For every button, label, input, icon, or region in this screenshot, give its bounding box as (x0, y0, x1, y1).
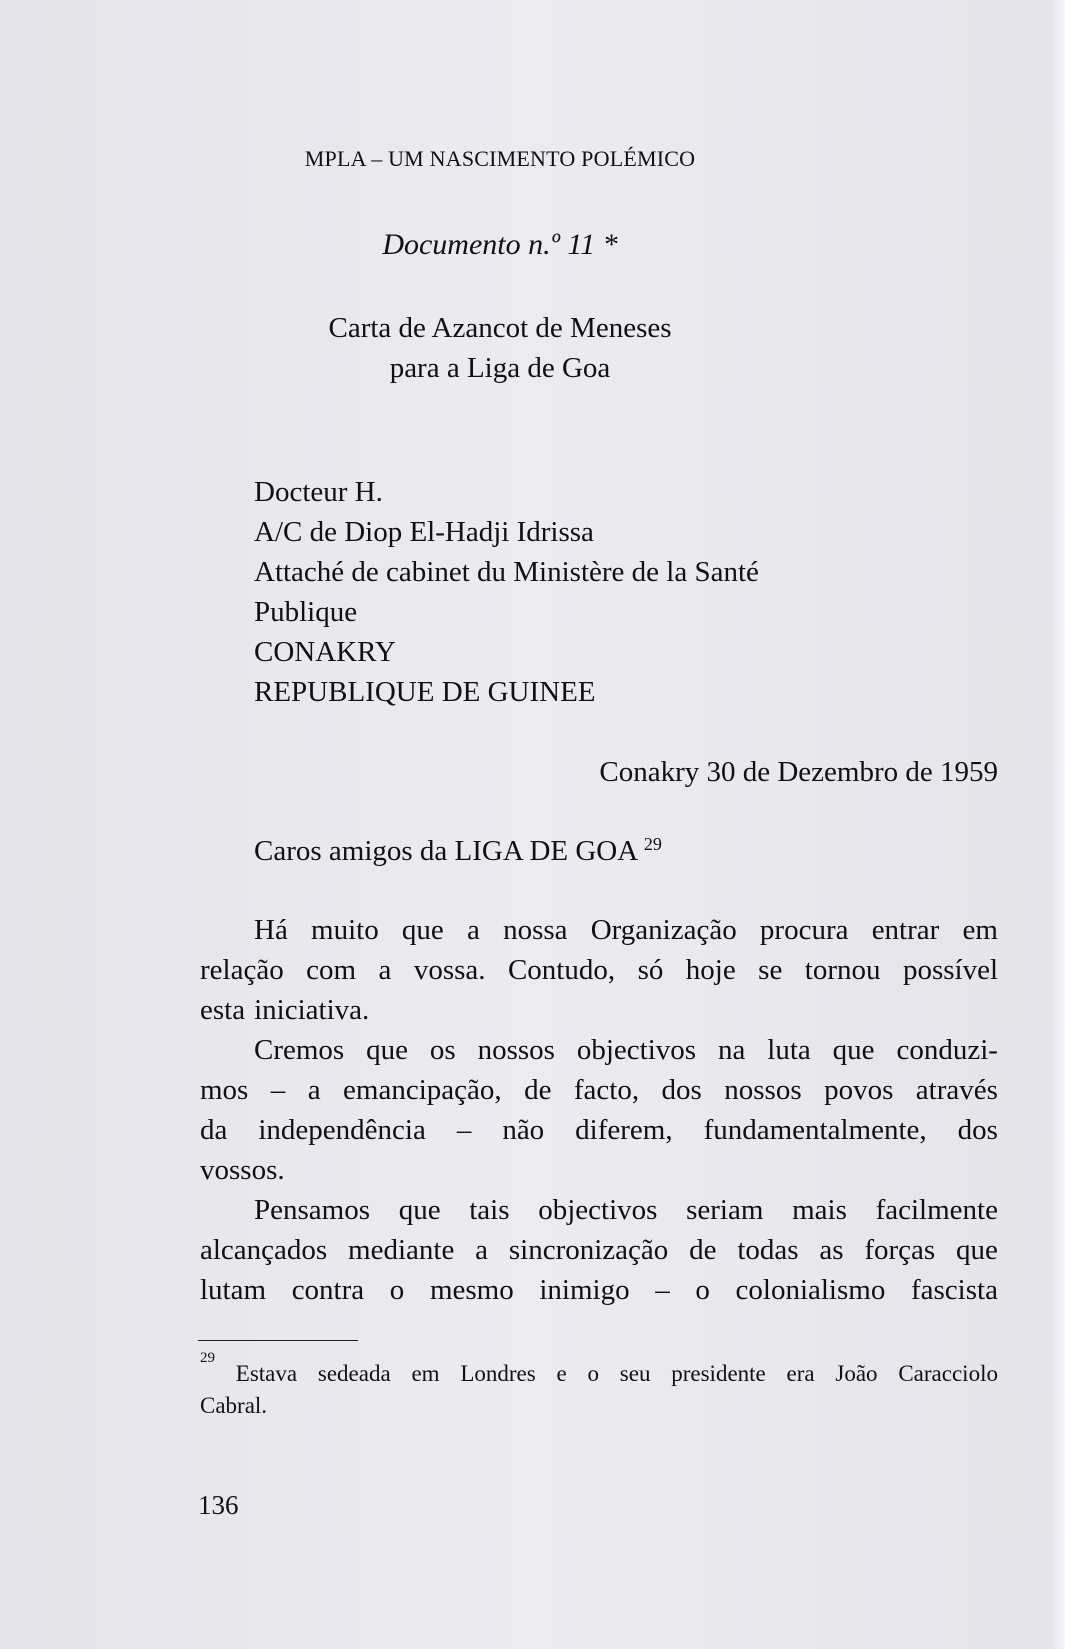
word: se (758, 954, 783, 986)
word: os (429, 1034, 456, 1066)
word: hoje (685, 954, 736, 986)
word: João (835, 1361, 878, 1386)
word: todas (737, 1234, 799, 1266)
word: objectivos (576, 1034, 697, 1066)
word: que (956, 1234, 998, 1266)
word: na (717, 1034, 746, 1066)
salutation (254, 831, 662, 871)
date-line: Conakry 30 de Dezembro de 1959 (599, 756, 998, 788)
letter-subtitle (0, 308, 1000, 388)
recipient-address (254, 472, 759, 712)
word: através (915, 1074, 998, 1106)
word: seu (619, 1361, 651, 1386)
word: inimigo (539, 1274, 630, 1306)
word: nossos (477, 1034, 555, 1066)
word: a (475, 1234, 489, 1266)
document-title: Documento n.º 11 * (382, 228, 618, 261)
page-number: 136 (198, 1490, 239, 1520)
word: dos (661, 1074, 702, 1106)
word: só (637, 954, 664, 986)
word: vossos. (200, 1154, 285, 1186)
letter-body (200, 910, 998, 1310)
word: Cremos (254, 1034, 345, 1066)
page-edge (1051, 0, 1065, 1649)
word: dos (957, 1114, 998, 1146)
footnote-rule (198, 1340, 358, 1341)
word: tais (469, 1194, 510, 1226)
word: Londres (460, 1361, 536, 1386)
word: o (587, 1361, 599, 1386)
word: – (270, 1074, 286, 1106)
word: que (832, 1034, 875, 1066)
address-line: Publique (254, 596, 358, 628)
word: iniciativa. (254, 994, 370, 1026)
word: facilmente (875, 1194, 998, 1226)
word: da (200, 1114, 228, 1146)
word: de (689, 1234, 717, 1266)
word: a (307, 1074, 321, 1106)
footnote-line (200, 1390, 998, 1422)
address-line: Attaché de cabinet du Ministère de la Santé (254, 556, 759, 588)
address-line: A/C de Diop El-Hadji Idrissa (254, 516, 594, 548)
subtitle-line: para a Liga de Goa (389, 352, 611, 384)
word: as (819, 1234, 844, 1266)
word: com (306, 954, 357, 986)
footnote-reference: 29 (643, 834, 662, 854)
word: povos (824, 1074, 894, 1106)
word: Pensamos (254, 1194, 370, 1226)
address-line: CONAKRY (254, 636, 396, 668)
word: Estava (235, 1361, 298, 1386)
word: e (556, 1361, 567, 1386)
word: entrar (871, 914, 940, 946)
word: em (411, 1361, 440, 1386)
word: relação (200, 954, 284, 986)
word: – (655, 1274, 670, 1306)
word: colonialismo (735, 1274, 886, 1306)
word: que (398, 1194, 441, 1226)
body-line (200, 1230, 998, 1270)
footnote (200, 1350, 998, 1422)
word: contra (291, 1274, 365, 1306)
word: nossa (503, 914, 568, 946)
word: não (502, 1114, 545, 1146)
word: esta (200, 994, 246, 1026)
word: sedeada (317, 1361, 391, 1386)
word: em (962, 914, 998, 946)
word: mesmo (429, 1274, 514, 1306)
body-line (200, 910, 998, 950)
body-line (200, 990, 998, 1030)
word: nossos (724, 1074, 802, 1106)
word: mediante (348, 1234, 455, 1266)
word: que (366, 1034, 408, 1066)
word: possível (902, 954, 998, 986)
word: presidente (671, 1361, 766, 1386)
body-line (200, 1110, 998, 1150)
word: a (466, 914, 480, 946)
word: alcançados (200, 1234, 328, 1266)
word: objectivos (538, 1194, 658, 1226)
body-line (200, 1070, 998, 1110)
word: diferem, (575, 1114, 673, 1146)
word: facto, (573, 1074, 640, 1106)
word: emancipação, (343, 1074, 502, 1106)
word: forças (864, 1234, 936, 1266)
word: mos (200, 1074, 249, 1106)
word: independência (258, 1114, 426, 1146)
word: luta (767, 1034, 811, 1066)
word: a (378, 954, 392, 986)
word: procura (759, 914, 849, 946)
word: muito (311, 914, 379, 946)
body-line (200, 1190, 998, 1230)
word: Cabral. (200, 1393, 268, 1418)
word: de (524, 1074, 552, 1106)
subtitle-line: Carta de Azancot de Meneses (328, 312, 672, 344)
word: lutam (200, 1274, 267, 1306)
word: Caracciolo (898, 1361, 998, 1386)
word: – (456, 1114, 472, 1146)
running-head: MPLA – UM NASCIMENTO POLÉMICO (304, 146, 696, 171)
word: mais (792, 1194, 847, 1226)
word: tornou (804, 954, 881, 986)
word: Contudo, (507, 954, 616, 986)
word: conduzi- (896, 1034, 998, 1066)
word: era (786, 1361, 815, 1386)
word: que (401, 914, 444, 946)
salutation-text: Caros amigos da LIGA DE GOA (254, 835, 637, 867)
word: Organização (590, 914, 737, 946)
footnote-number: 29 (200, 1350, 215, 1366)
footnote-line (200, 1350, 998, 1390)
address-line: REPUBLIQUE DE GUINEE (254, 676, 596, 708)
body-line (200, 1270, 998, 1310)
body-line (200, 1150, 998, 1190)
word: fundamentalmente, (703, 1114, 927, 1146)
word: o (695, 1274, 710, 1306)
word: sincronização (508, 1234, 669, 1266)
word: vossa. (413, 954, 486, 986)
body-line (200, 1030, 998, 1070)
word: seriam (686, 1194, 764, 1226)
word: fascista (910, 1274, 998, 1306)
word: Há (254, 914, 288, 946)
body-line (200, 950, 998, 990)
word: o (389, 1274, 405, 1306)
address-line: Docteur H. (254, 476, 383, 508)
